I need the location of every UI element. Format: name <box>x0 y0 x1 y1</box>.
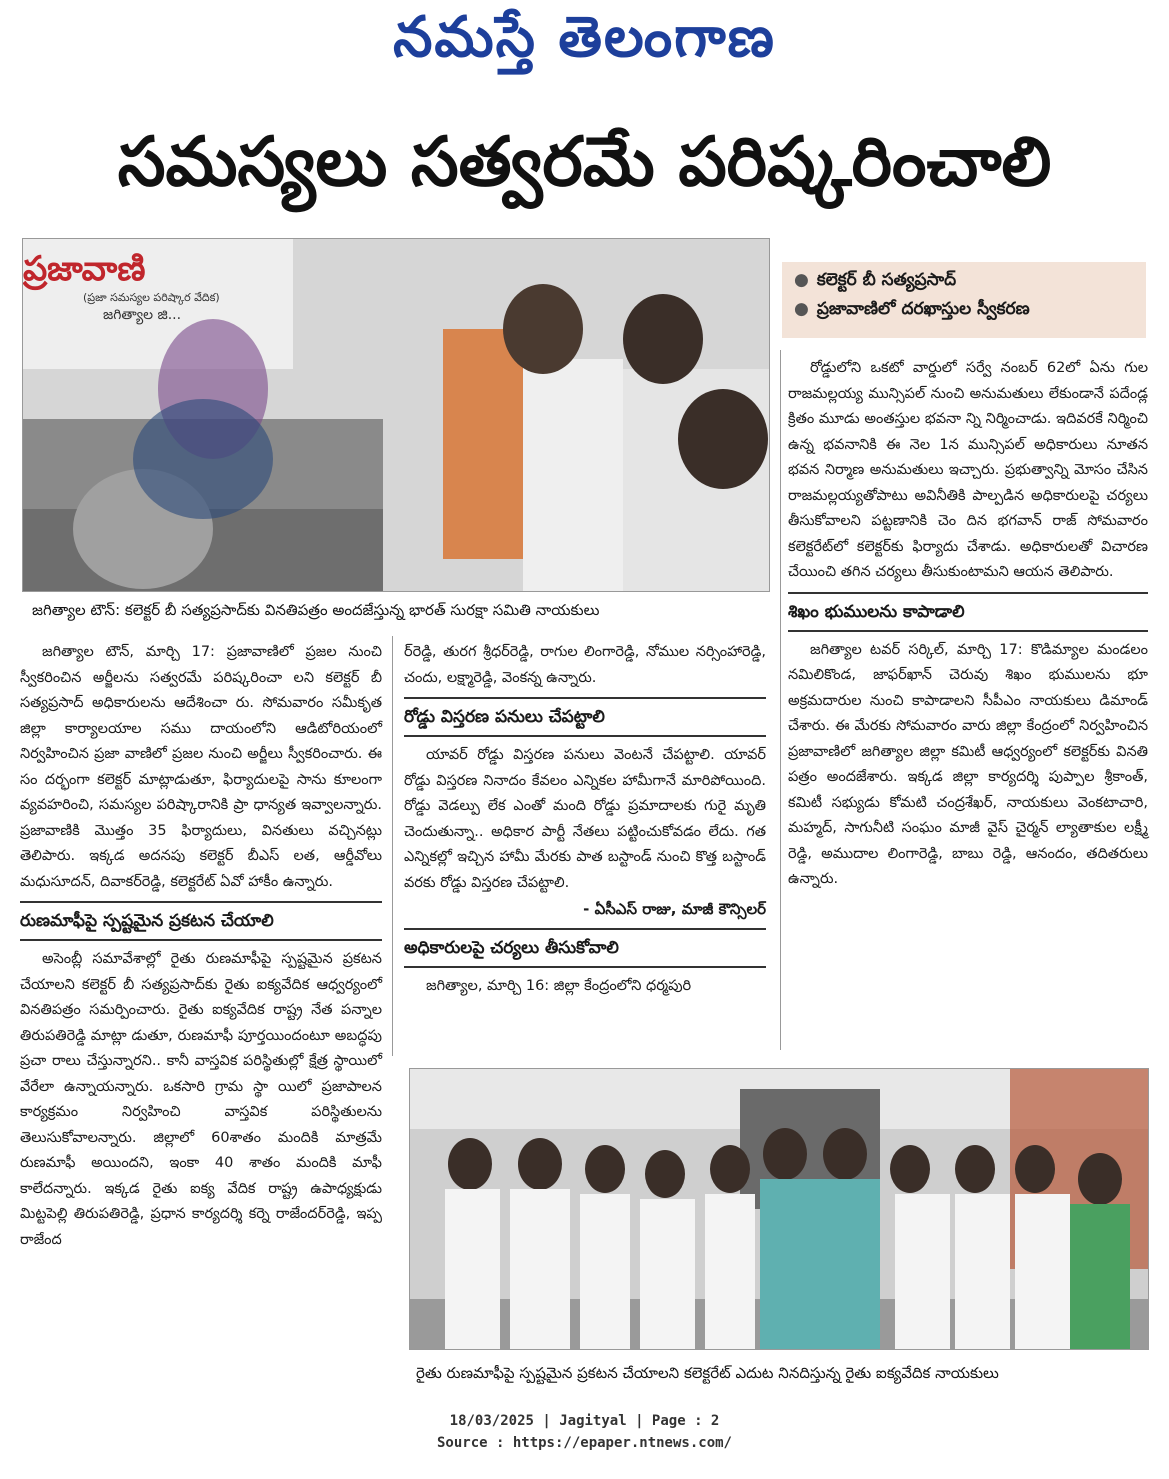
middle-subhead-2: అధికారులపై చర్యలు తీసుకోవాలి <box>404 928 766 968</box>
photo-praja-vani-caption: జగిత్యాల టౌన్‌: కలెక్టర్‌ బీ సత్యప్రసాద్‌కు వినతిపత్రం అందజేస్తున్న భారత్‌ సురక్షా సమితి నాయకులు <box>32 601 600 619</box>
footer <box>0 1410 1169 1454</box>
footer-source: Source : https://epaper.ntnews.com/ <box>436 1435 732 1451</box>
left-subhead: రుణమాఫీపై స్పష్టమైన ప్రకటన చేయాలి <box>20 901 382 941</box>
highlight-text: కలెక్టర్‌ బీ సత్యప్రసాద్‌ <box>816 270 957 290</box>
praja-vani-banner <box>23 247 263 326</box>
banner-title: ప్రజావాణి <box>23 249 146 289</box>
highlights-box <box>782 262 1146 338</box>
photo-farmers-protest <box>409 1068 1149 1350</box>
left-para-1: జగిత్యాల టౌన్‌, మార్చి 17: ప్రజావాణిలో ప్రజల నుంచి స్వీకరించిన అర్జీలను సత్వరమే పరిష్కరించా లని కలెక్టర్‌ బీ సత్యప్రసాద్‌ అధికారులను ఆదేశించా రు. సోమవారం సమీకృత జిల్లా కార్యాలయాల సము దాయంలోని ఆడిటోరియంలో నిర్వహించిన ప్రజా వాణిలో ప్రజల నుంచి అర్జీలు స్వీకరించారు. ఈ సం దర్భంగా కలెక్టర్‌ మాట్లాడుతూ, ఫిర్యాదులపై సాను కూలంగా వ్యవహరించి, సమస్యల పరిష్కారానికి ప్రా ధాన్యత ఇవ్వాలన్నారు. ప్రజావాణికి మొత్తం 35 ఫిర్యాదులు, వినతులు వచ్చినట్లు తెలిపారు. ఇక్కడ అదనపు కలెక్టర్‌ బీఎస్‌ లత, ఆర్డీవోలు మధుసూదన్‌, దివాకర్‌రెడ్డి, కలెక్టరేట్‌ ఏవో హాకీం ఉన్నారు. <box>20 644 382 890</box>
footer-date-page: 18/03/2025 | Jagityal | Page : 2 <box>449 1413 720 1429</box>
middle-para-1: యావర్‌ రోడ్డు విస్తరణ పనులు వెంటనే చేపట్టాలి. యావర్‌ రోడ్డు విస్తరణ నినాదం కేవలం ఎన్నికల హామీగానే మారిపోయింది. రోడ్డు వెడల్పు లేక ఎంతో మంది రోడ్డు ప్రమాదాలకు గురై మృతి చెందుతున్నా.. అధికార పార్టీ నేతలు పట్టించుకోవడం లేదు. గత ఎన్నికల్లో ఇచ్చిన హామీ మేరకు పాత బస్టాండ్‌ నుంచి కొత్త బస్టాండ్‌ వరకు రోడ్డు విస్తరణ చేపట్టాలి. <box>404 747 766 891</box>
middle-column <box>404 640 766 1000</box>
middle-subhead-1: రోడ్డు విస్తరణ పనులు చేపట్టాలి <box>404 697 766 737</box>
highlight-item <box>782 295 1146 324</box>
left-para-2: అసెంబ్లీ సమావేశాల్లో రైతు రుణమాఫీపై స్పష్టమైన ప్రకటన చేయాలని కలెక్టర్‌ బీ సత్యప్రసాద్‌కు రైతు ఐక్యవేదిక ఆధ్వర్యంలో వినతిపత్రం సమర్పించారు. రైతు ఐక్యవేదిక రాష్ట్ర నేత పన్నాల తిరుపతిరెడ్డి మాట్లా డుతూ, రుణమాఫీ పూర్తయిందంటూ అబద్ధపు ప్రచా రాలు చేస్తున్నారని.. కానీ వాస్తవిక పరిస్థితుల్లో క్షేత్ర స్థాయిలో వేరేలా ఉన్నాయన్నారు. ఒకసారి గ్రామ స్థా యిలో ప్రజాపాలన కార్యక్రమం నిర్వహించి వాస్తవిక పరిస్థితులను తెలుసుకోవాలన్నారు. జిల్లాలో 60శాతం మందికి మాత్రమే రుణమాఫీ అయిందని, ఇంకా 40 శాతం మందికి మాఫీ కాలేదన్నారు. ఇక్కడ రైతు ఐక్య వేదిక రాష్ట్ర ఉపాధ్యక్షుడు మిట్టపెల్లి తిరుపతిరెడ్డి, ప్రధాన కార్యదర్శి కర్నె రాజేందర్‌రెడ్డి, ఇప్ప రాజేంద <box>20 951 382 1248</box>
banner-district: జగిత్యాల జి... <box>103 307 182 323</box>
column-divider <box>392 636 393 1056</box>
photo-farmers-protest-caption: రైతు రుణమాఫీపై స్పష్టమైన ప్రకటన చేయాలని కలెక్టరేట్‌ ఎదుట నినదిస్తున్న రైతు ఐక్యవేదిక నాయకులు <box>416 1364 999 1382</box>
bullet-icon: ● <box>794 299 809 319</box>
right-para-1: రోడ్డులోని ఒకటో వార్డులో సర్వే నంబర్‌ 62లో ఏను గుల రాజమల్లయ్య మున్సిపల్‌ నుంచి అనుమతులు లేకుండానే పదేండ్ల క్రితం మూడు అంతస్తుల భవనా న్ని నిర్మించాడు. ఇదివరకే నిర్మించి ఉన్న భవనానికి ఈ నెల 1న మున్సిపల్‌ అధికారులు నూతన భవన నిర్మాణ అనుమతులు ఇచ్చారు. ప్రభుత్వాన్ని మోసం చేసిన రాజమల్లయ్యతోపాటు అవినీతికి పాల్పడిన అధికారులపై చర్యలు తీసుకోవాలని పట్టణానికి చెం దిన భగవాన్‌ రాజ్‌ సోమవారం కలెక్టరేట్‌లో కలెక్టర్‌కు ఫిర్యాదు చేశాడు. అధికారులతో విచారణ చేయించి తగిన చర్యలు తీసుకుంటామని ఆయన తెలిపారు. <box>788 360 1148 580</box>
bullet-icon: ● <box>794 270 809 290</box>
banner-subtitle: (ప్రజా సమస్యల పరిష్కార వేదిక) <box>83 291 220 304</box>
highlight-text: ప్రజావాణిలో దరఖాస్తుల స్వీకరణ <box>816 299 1030 319</box>
left-column <box>20 640 382 1253</box>
masthead <box>0 0 1169 80</box>
right-para-2: జగిత్యాల టవర్‌ సర్కిల్‌, మార్చి 17: కొడిమ్యాల మండలం నమిలికొండ, జాఫర్‌ఖాన్‌ చెరువు శిఖం భుములను భూ అక్రమదారుల నుంచి కాపాడాలని సీపీఎం నాయకులు డిమాండ్‌ చేశారు. ఈ మేరకు సోమవారం వారు జిల్లా కేంద్రంలో నిర్వహించిన ప్రజావాణిలో జగిత్యాల జిల్లా కమిటీ ఆధ్వర్యంలో కలెక్టర్‌కు వినతి పత్రం అందజేశారు. ఇక్కడ జిల్లా కార్యదర్శి పుప్పాల శ్రీకాంత్‌, కమిటీ సభ్యుడు కోమటి చంద్రశేఖర్‌, నాయకులు వెంకటాచారి, మహ్మద్‌, సాగునీటి సంఘం మాజీ వైస్‌ చైర్మన్‌ ల్యాతాకుల లక్ష్మీ రెడ్డి, అముదాల లింగారెడ్డి, బాబు రెడ్డి, ఆనందం, తదితరులు ఉన్నారు. <box>788 641 1148 887</box>
headline: సమస్యలు సత్వరమే పరిష్కరించాలి <box>117 123 1052 202</box>
byline: - ఏసీఎస్‌ రాజు, మాజీ కౌన్సిలర్‌ <box>583 900 766 918</box>
middle-para-2: జగిత్యాల, మార్చి 16: జిల్లా కేంద్రంలోని ధర్మపురి <box>426 978 692 994</box>
column-divider <box>780 350 781 1050</box>
newspaper-name: నమస్తే తెలంగాణ <box>393 5 776 70</box>
right-column <box>788 356 1148 893</box>
right-subhead: శిఖం భుములను కాపాడాలి <box>788 592 1148 632</box>
middle-para-0: ర్‌రెడ్డి, తురగ శ్రీధర్‌రెడ్డి, రాగుల లింగారెడ్డి, నోముల నర్సింహారెడ్డి, చందు, లక్ష్మారెడ్డి, వెంకన్న ఉన్నారు. <box>404 644 766 686</box>
photo-farmers-protest-image <box>410 1069 1148 1349</box>
photo-praja-vani <box>22 238 770 592</box>
highlight-item <box>782 266 1146 295</box>
